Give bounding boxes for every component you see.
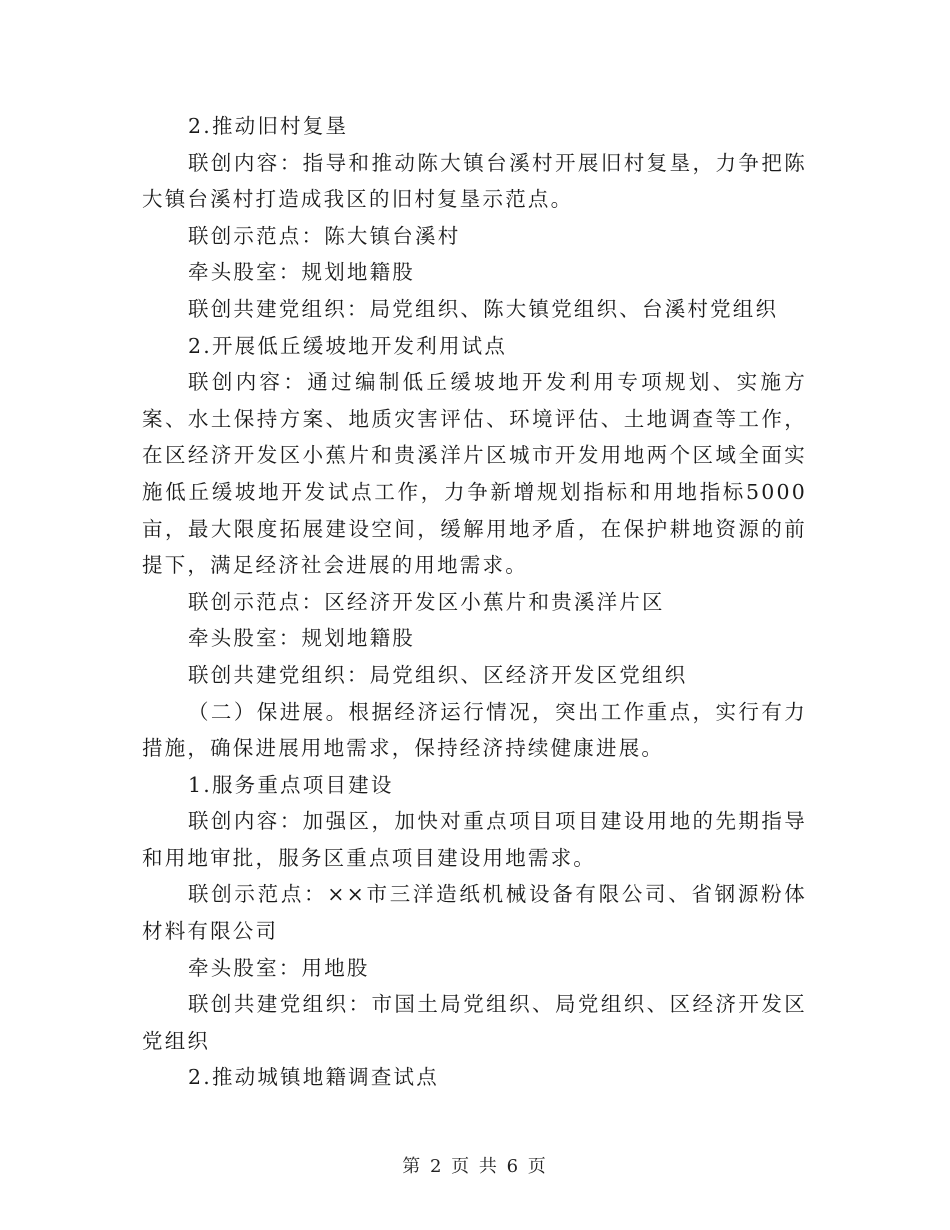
document-body [142,108,807,1096]
paragraph-content-3: 联创内容：加强区，加快对重点项目项目建设用地的先期指导和用地审批，服务区重点项目建设用地需求。 [142,809,807,870]
paragraph-content-1: 联创内容：指导和推动陈大镇台溪村开展旧村复垦，力争把陈大镇台溪村打造成我区的旧村复垦示范点。 [142,150,807,212]
paragraph-party-orgs-1: 联创共建党组织：局党组织、陈大镇党组织、台溪村党组织 [188,296,779,321]
paragraph-section-two: （二）保进展。根据经济运行情况，突出工作重点，实行有力措施，确保进展用地需求，保持经济持续健康进展。 [142,699,807,761]
paragraph-lead-office-2: 牵头股室：规划地籍股 [188,626,415,651]
paragraph-demo-site-1: 联创示范点：陈大镇台溪村 [188,223,461,248]
heading-old-village-reclamation: 2.推动旧村复垦 [188,114,349,138]
paragraph-demo-site-3: 联创示范点：××市三洋造纸机械设备有限公司、省钢源粉体材料有限公司 [142,882,807,944]
paragraph-lead-office-3: 牵头股室：用地股 [188,955,370,980]
heading-slope-land-pilot: 2.开展低丘缓坡地开发利用试点 [188,333,508,358]
paragraph-party-orgs-2: 联创共建党组织：局党组织、区经济开发区党组织 [188,662,688,687]
heading-key-projects: 1.服务重点项目建设 [188,772,394,797]
heading-cadastral-survey: 2.推动城镇地籍调查试点 [188,1065,439,1090]
paragraph-lead-office-1: 牵头股室：规划地籍股 [188,260,415,285]
paragraph-content-2: 联创内容：通过编制低丘缓坡地开发利用专项规划、实施方案、水土保持方案、地质灾害评估、环境评估、土地调查等工作，在区经济开发区小蕉片和贵溪洋片区城市开发用地两个区域全面实施低丘缓坡地开发试点工作，力争新增规划指标和用地指标5000亩，最大限度拓展建设空间，缓解用地矛盾，在保护耕地资源的前提下，满足经济社会进展的用地需求。 [142,370,807,578]
page-number-footer: 第 2 页 共 6 页 [402,1156,548,1177]
paragraph-party-orgs-3: 联创共建党组织：市国土局党组织、局党组织、区经济开发区党组织 [142,992,807,1053]
paragraph-demo-site-2: 联创示范点：区经济开发区小蕉片和贵溪洋片区 [188,589,665,614]
